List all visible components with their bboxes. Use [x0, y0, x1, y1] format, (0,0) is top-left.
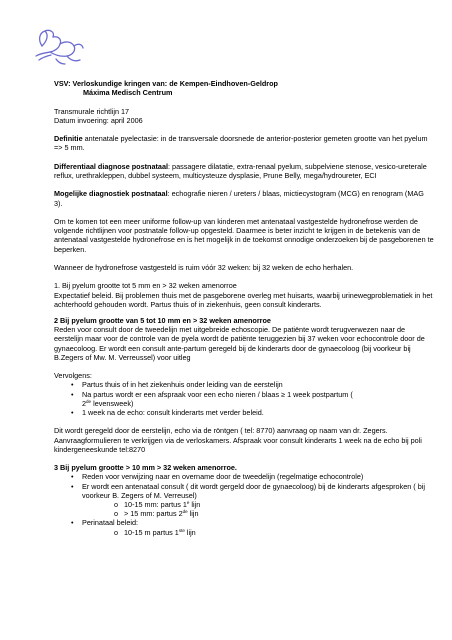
- superscript: e: [186, 499, 190, 505]
- sub-list-item: [82, 528, 434, 537]
- superscript: ste: [178, 527, 185, 533]
- section2-after-text: Dit wordt geregeld door de eerstelijn, echo via de röntgen ( tel: 8770) aanvraag op naam van dr. Zegers. Aanvraagformulieren te verkrijgen via de verloskamers. Afspraak voor consult kinderarts 1 week na de echo bij poli kindergeneeskunde tel:8270: [54, 426, 422, 454]
- list-item-text: 1 week postpartum (: [285, 389, 353, 399]
- definitie-label: Definitie: [54, 134, 83, 144]
- sub-bullet-marker: o: [114, 527, 119, 537]
- sub-list: [82, 528, 434, 537]
- section3-heading: [54, 463, 434, 472]
- section2-bullet-list: [54, 380, 434, 417]
- document-subtitle: Máxima Medisch Centrum: [83, 88, 173, 98]
- list-item: [54, 380, 434, 389]
- list-item: [54, 408, 434, 417]
- section2-text: Reden voor consult door de tweedelijn met uitgebreide echoscopie. De patiënte wordt terugverwezen naar de eerstelijn maar voor de controle van de pyela wordt de patiënte teruggezien bij 37 weken voor echocontrole door de gynaecoloog. Er wordt een consult ante-partum geregeld bij de kinderarts door de gynaecoloog (bij voorkeur bij B.Zegers of Mw. M. Verreussel) voor uitleg: [54, 325, 425, 362]
- list-item: [54, 390, 434, 408]
- section3-bullet-list: [54, 472, 434, 536]
- document-title: VSV: Verloskundige kringen van: de Kempen-Eindhoven-Geldrop: [54, 79, 278, 88]
- list-item-text: Partus thuis of in het ziekenhuis onder leiding van de eerstelijn: [82, 380, 283, 390]
- bullet-marker: •: [71, 407, 74, 417]
- differentiaal-label: Differentiaal diagnose postnataal: [54, 161, 169, 171]
- definitie-text: antenatale pyelectasie: in de transversale doorsnede de anterior-posterior gemeten grootte van het pyelum => 5 mm.: [54, 134, 428, 153]
- list-item-text: Er wordt een antenataal consult ( dit wordt gergeld door de gynaecoloog) bij de kinderarts afgesproken ( bij voorkeur B. Zegers of M. Verreusel): [82, 481, 425, 500]
- greater-equal-symbol: ≥: [281, 389, 286, 399]
- list-item: [54, 472, 434, 481]
- mogelijke-paragraph: [54, 189, 434, 207]
- bullet-marker: •: [71, 472, 74, 482]
- sub-bullet-marker: o: [114, 509, 119, 519]
- mogelijke-text: : echografie nieren / ureters / blaas, mictiecystogram (MCG) en renogram (MAG 3).: [54, 189, 424, 208]
- superscript: de: [182, 509, 188, 515]
- sub-list-item: [82, 500, 434, 509]
- wanneer-paragraph: Wanneer de hydronefrose vastgesteld is ruim vóór 32 weken: bij 32 weken de echo herhalen.: [54, 262, 354, 272]
- list-item-text: levensweek): [91, 398, 134, 408]
- section1-text: Expectatief beleid. Bij problemen thuis met de pasgeborene overleg met huisarts, waarbij urinewegproblematiek in het achterhoofd gehouden wordt. Partus thuis of in ziekenhuis, geen consult kinderarts.: [54, 290, 433, 309]
- mogelijke-label: Mogelijke diagnostiek postnataal: [54, 189, 168, 199]
- sub-item-text: lijn: [189, 499, 201, 509]
- section1-heading: 1. Bij pyelum grootte tot 5 mm en > 32 weken amenorroe: [54, 281, 237, 291]
- sub-item-text: lijn: [184, 527, 196, 537]
- list-item-text: 1 week na de echo: consult kinderarts met verder beleid.: [82, 407, 264, 417]
- differentiaal-paragraph: [54, 162, 434, 180]
- list-item-text: Reden voor verwijzing naar en overname door de tweedelijn (regelmatige echocontrole): [82, 472, 364, 482]
- bullet-marker: •: [71, 380, 74, 390]
- differentiaal-text: : passagere dilatatie, extra-renaal pyelum, subpelviene stenose, vesico-ureterale reflux, urethrakleppen, dubbel systeem, multicysteuze dysplasie, Prune Belly, mega/hydroureter, ECI: [54, 161, 427, 180]
- datum-invoering: Datum invoering: april 2006: [54, 115, 143, 125]
- bullet-marker: •: [71, 389, 74, 399]
- list-item-text: Perinataal beleid:: [82, 518, 139, 528]
- definitie-paragraph: [54, 134, 434, 152]
- stork-logo-icon: [30, 26, 86, 68]
- sub-list-item: [82, 509, 434, 518]
- section2-heading: [54, 316, 434, 325]
- document-body: [54, 79, 434, 537]
- sub-item-text: 10-15 mm: partus 1: [124, 499, 187, 509]
- bullet-marker: •: [71, 518, 74, 528]
- section2-heading-text: 2 Bij pyelum grootte van 5 tot 10 mm en > 32 weken amenorroe: [54, 315, 271, 325]
- sub-bullet-marker: o: [114, 499, 119, 509]
- list-item-text: 2: [82, 398, 87, 408]
- richtlijn-label: Transmurale richtlijn 17: [54, 106, 130, 116]
- section3-heading-text: 3 Bij pyelum grootte > 10 mm > 32 weken amenorroe.: [54, 463, 237, 473]
- sub-item-text: 10-15 m partus 1: [124, 527, 179, 537]
- vervolgens-label: Vervolgens:: [54, 371, 92, 381]
- superscript: de: [86, 398, 92, 404]
- list-item-text: Na partus wordt er een afspraak voor een echo nieren / blaas: [82, 389, 282, 399]
- sub-item-text: lijn: [187, 509, 199, 519]
- bullet-marker: •: [71, 481, 74, 491]
- list-item: [54, 482, 434, 519]
- list-item: [54, 518, 434, 536]
- intro-paragraph: Om te komen tot een meer uniforme follow-up van kinderen met antenataal vastgestelde hydronefrose werden de volgende richtlijnen voor postnatale follow-up opgesteld. Daarmee is beter inzicht te krijgen in de betekenis van de antenataal vastgestelde hydronefrose en is het mogelijk in de toekomst onnodige onderzoeken bij de pasgeborenen te beperken.: [54, 216, 434, 254]
- sub-item-text: > 15 mm: partus 2: [124, 509, 183, 519]
- sub-list: [82, 500, 434, 518]
